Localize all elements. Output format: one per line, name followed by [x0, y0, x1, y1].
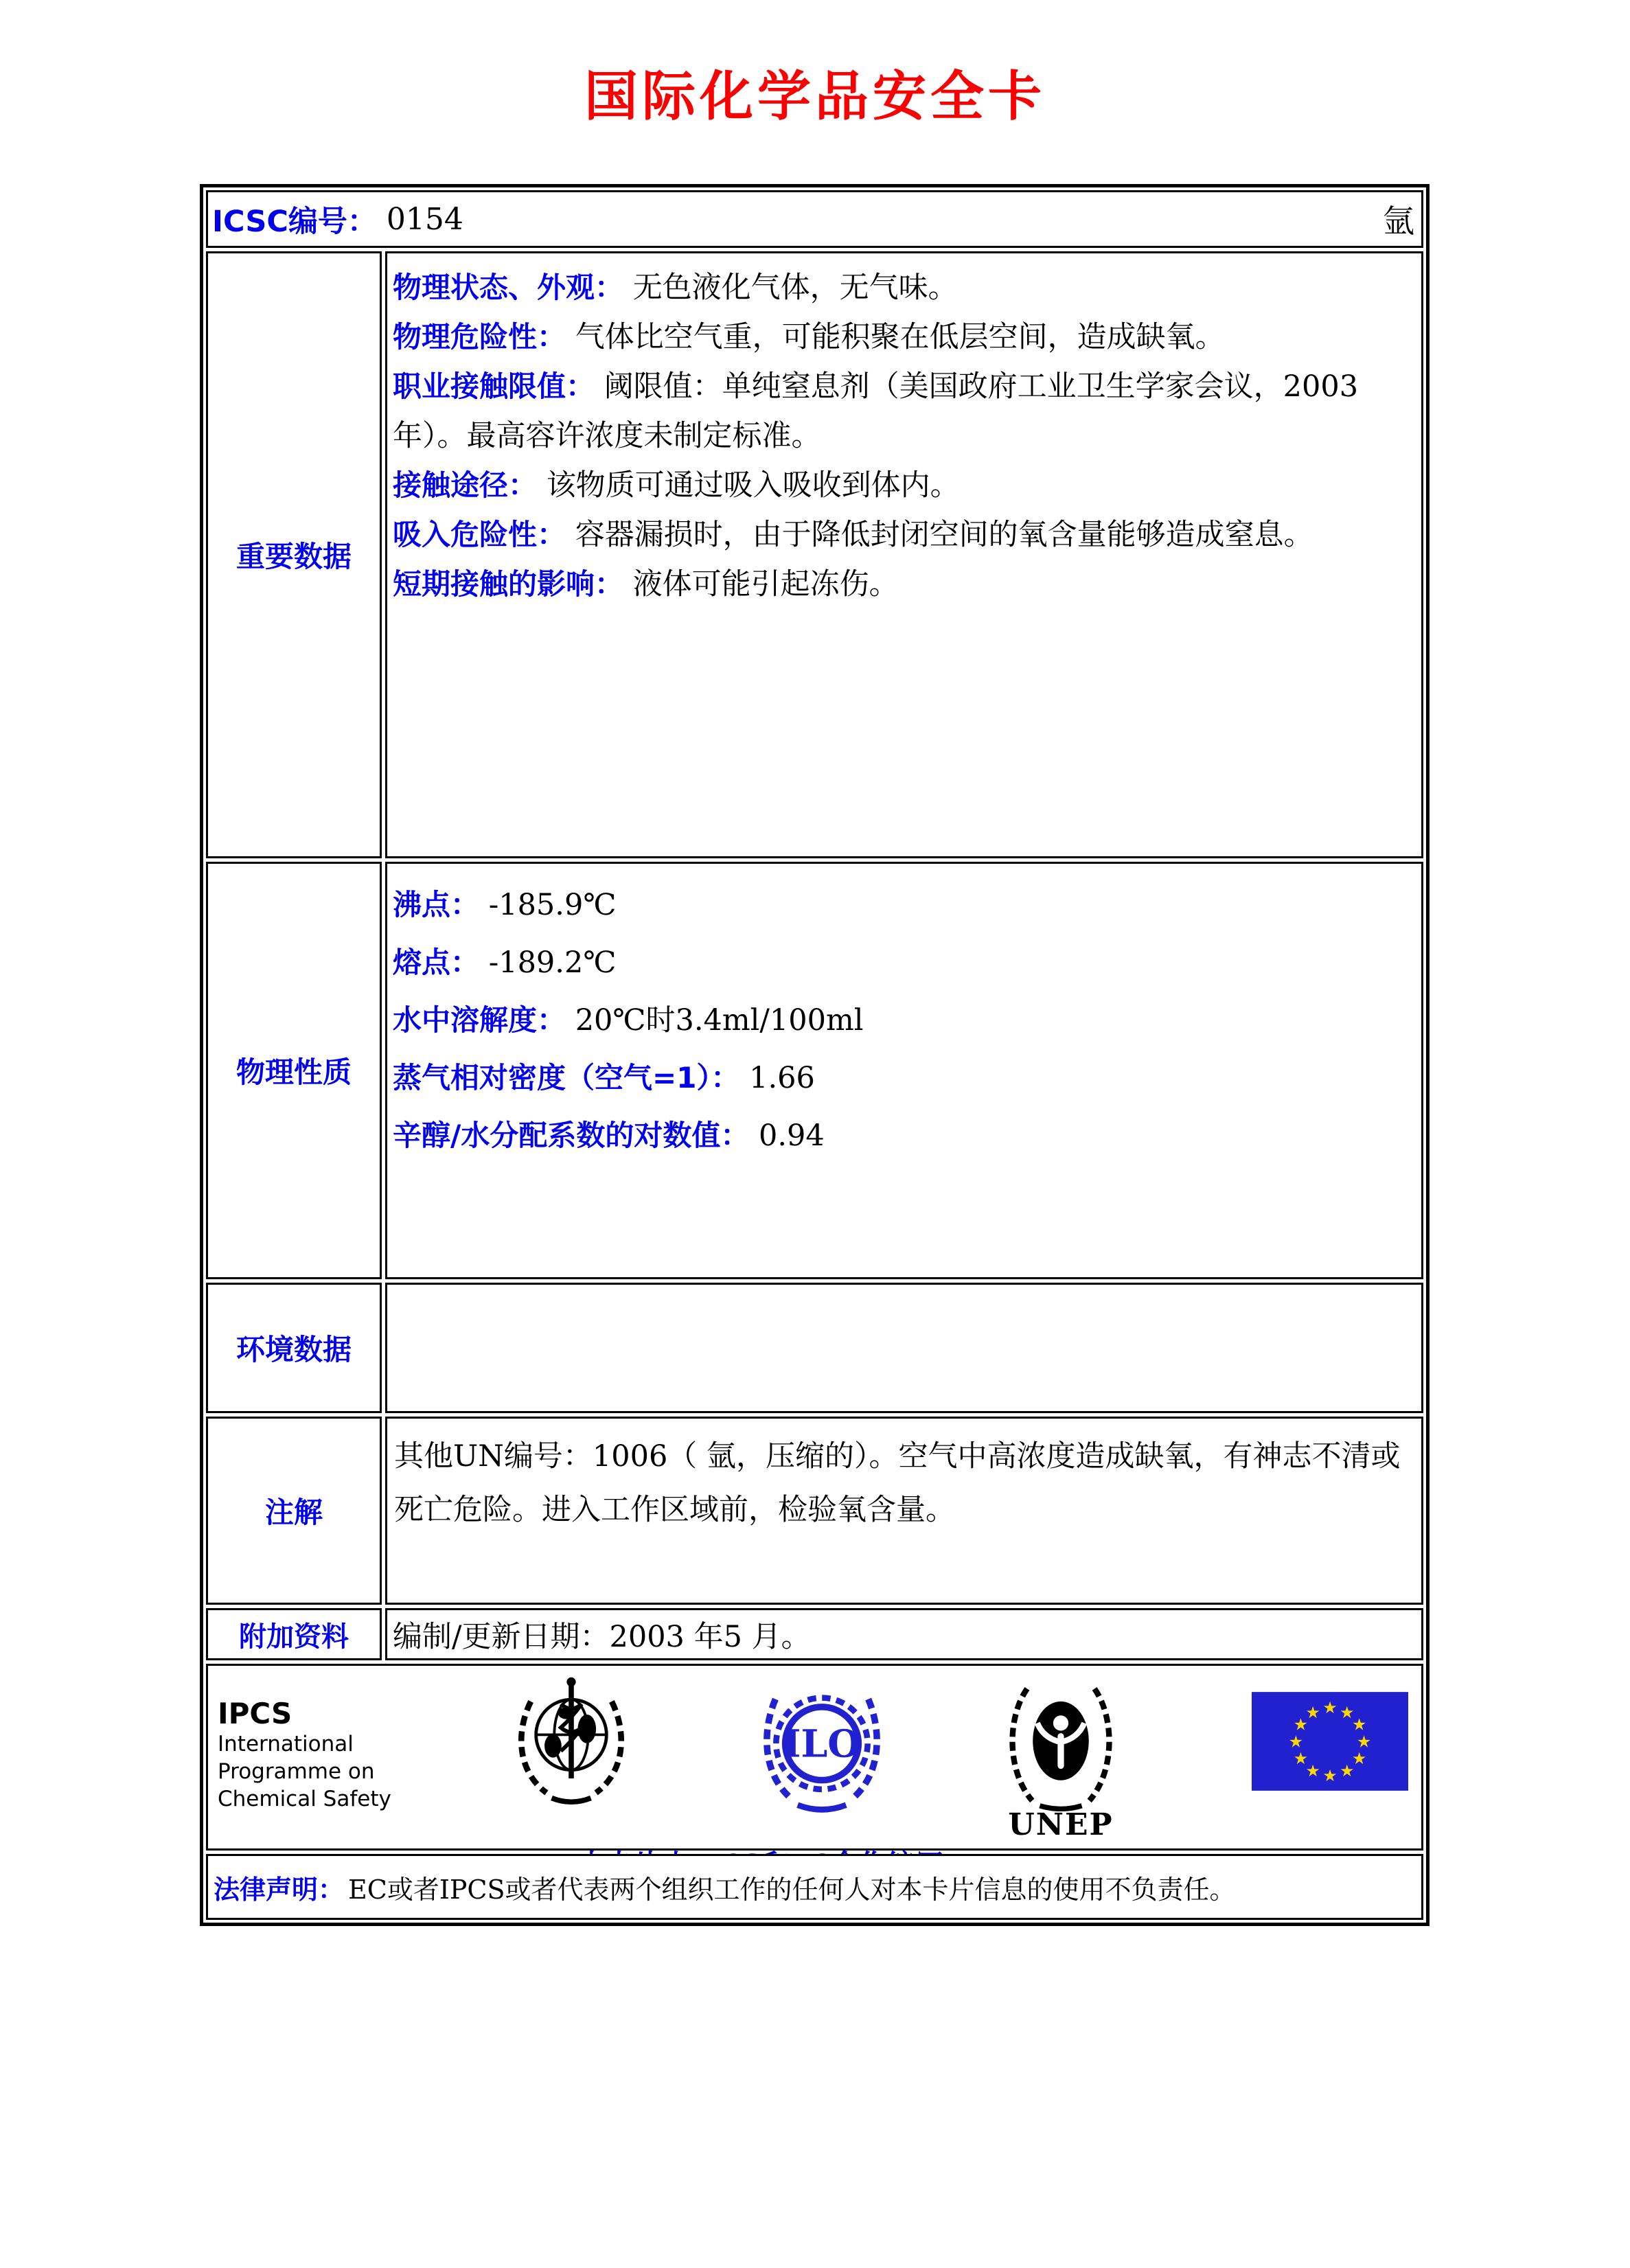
logos-strip — [218, 1673, 1412, 1842]
physical-property-item — [393, 934, 1414, 992]
ipcs-line: Chemical Safety — [218, 1787, 391, 1811]
ipcs-line: International — [218, 1732, 354, 1756]
svg-text:★: ★ — [1351, 1715, 1367, 1734]
ipcs-title: IPCS — [218, 1697, 292, 1730]
important-data-item — [393, 312, 1414, 362]
safety-card-table — [200, 184, 1430, 1926]
item-text: 20℃时3.4ml/100ml — [575, 1003, 864, 1038]
unep-logo-icon — [1000, 1675, 1121, 1842]
physical-property-item — [393, 876, 1414, 934]
item-label: 蒸气相对密度（空气=1）： — [393, 1061, 740, 1095]
additional-info-heading: 附加资料 — [206, 1608, 382, 1660]
physical-properties-content — [385, 862, 1423, 1279]
important-data-item — [393, 362, 1414, 461]
svg-text:★: ★ — [1340, 1761, 1355, 1781]
physical-property-item — [393, 1107, 1414, 1165]
chemical-name: 氩 — [1383, 203, 1414, 240]
item-label: 辛醇/水分配系数的对数值： — [393, 1119, 750, 1152]
important-data-item — [393, 461, 1414, 510]
ilo-logo-icon — [753, 1673, 891, 1821]
item-text: 液体可能引起冻伤。 — [632, 567, 899, 602]
additional-info-row — [206, 1608, 1423, 1660]
environmental-data-heading: 环境数据 — [206, 1283, 382, 1413]
notes-content: 其他UN编号：1006（ 氩，压缩的）。空气中高浓度造成缺氧，有神志不清或死亡危险。进入工作区域前，检验氧含量。 — [385, 1417, 1423, 1605]
svg-text:★: ★ — [1305, 1702, 1320, 1722]
ipcs-line: Programme on — [218, 1759, 375, 1784]
notes-heading: 注解 — [206, 1417, 382, 1605]
item-label: 接触途径： — [393, 468, 538, 502]
item-label: 吸入危险性： — [393, 518, 566, 551]
additional-info-content: 编制/更新日期：2003 年5 月。 — [385, 1608, 1423, 1660]
item-text: -185.9℃ — [488, 888, 617, 922]
svg-text:★: ★ — [1322, 1697, 1338, 1717]
important-data-item — [393, 510, 1414, 560]
icsc-number-value: 0154 — [386, 201, 463, 237]
important-data-item — [393, 560, 1414, 609]
legal-label: 法律声明： — [214, 1874, 345, 1905]
item-label: 物理状态、外观： — [393, 271, 624, 304]
item-text: 阈限值：单纯窒息剂（美国政府工业卫生学家会议，2003年）。最高容许浓度未制定标准。 — [393, 369, 1359, 453]
physical-property-item — [393, 992, 1414, 1049]
notes-row — [206, 1417, 1423, 1605]
important-data-row — [206, 251, 1423, 858]
item-label: 职业接触限值： — [393, 369, 595, 403]
environmental-data-row — [206, 1283, 1423, 1413]
svg-text:★: ★ — [1340, 1702, 1355, 1722]
svg-text:ILO: ILO — [783, 1721, 861, 1767]
important-data-content — [385, 251, 1423, 858]
footer-logos-row — [206, 1664, 1423, 1851]
icsc-header-cell — [206, 190, 1423, 248]
icsc-header-row — [206, 190, 1423, 248]
item-text: 0.94 — [759, 1119, 825, 1153]
legal-cell — [206, 1854, 1423, 1920]
physical-property-item — [393, 1049, 1414, 1107]
icsc-number-label: ICSC编号： — [212, 204, 377, 239]
svg-text:★: ★ — [1305, 1761, 1320, 1781]
unep-caption: UNEP — [1008, 1807, 1114, 1842]
physical-properties-heading: 物理性质 — [206, 862, 382, 1279]
legal-text: EC或者IPCS或者代表两个组织工作的任何人对本卡片信息的使用不负责任。 — [348, 1874, 1236, 1905]
svg-text:★: ★ — [1293, 1749, 1309, 1769]
page-title: 国际化学品安全卡 — [584, 65, 1046, 128]
eu-flag-icon — [1252, 1692, 1408, 1791]
svg-text:★: ★ — [1351, 1749, 1367, 1769]
legal-row — [206, 1854, 1423, 1920]
footer-logos-cell — [206, 1664, 1423, 1851]
svg-text:★: ★ — [1288, 1732, 1304, 1752]
item-label: 熔点： — [393, 946, 480, 979]
physical-properties-row — [206, 862, 1423, 1279]
icsc-number-group — [212, 198, 463, 240]
item-label: 水中溶解度： — [393, 1003, 566, 1037]
important-data-item — [393, 263, 1414, 312]
svg-text:★: ★ — [1322, 1765, 1338, 1785]
item-label: 物理危险性： — [393, 320, 566, 354]
item-label: 短期接触的影响： — [393, 567, 624, 601]
environmental-data-content — [385, 1283, 1423, 1413]
item-text: 该物质可通过吸入吸收到体内。 — [546, 468, 960, 503]
item-text: 无色液化气体，无气味。 — [632, 271, 958, 305]
item-text: -189.2℃ — [488, 946, 617, 980]
svg-text:★: ★ — [1356, 1732, 1372, 1752]
svg-text:★: ★ — [1293, 1715, 1309, 1734]
important-data-heading: 重要数据 — [206, 251, 382, 858]
item-text: 气体比空气重，可能积聚在低层空间，造成缺氧。 — [575, 320, 1225, 354]
item-text: 1.66 — [749, 1061, 815, 1095]
ipcs-text-block — [218, 1673, 424, 1813]
who-logo-icon — [506, 1673, 636, 1807]
item-label: 沸点： — [393, 888, 480, 921]
item-text: 容器漏损时，由于降低封闭空间的氧含量能够造成窒息。 — [575, 518, 1313, 552]
